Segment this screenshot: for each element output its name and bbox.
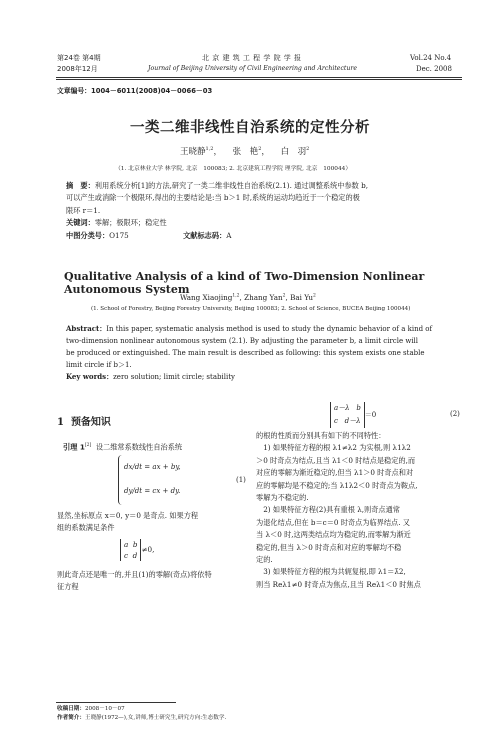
keywords-label: 关键词：: [66, 218, 95, 228]
section-heading: 1 预备知识: [57, 417, 111, 428]
text-line: 则当 Reλ1≠0 时奇点为焦点,且当 Reλ1＜0 时焦点: [256, 579, 421, 589]
left-column-text: 显然,坐标原点 x＝0, y＝0 是奇点. 如果方程 组的系数满足条件 a b c d≠0, 则此奇点还是唯一的,并且(1)的零解(奇点)将依特 征方程: [57, 510, 260, 594]
lemma-1: 引理 1[2] 设二维常系数线性自治系统: [63, 442, 183, 452]
abstract-en: Abstract：In this paper, systematic analysis method is used to study the dynamic behavior of a kind of two-dimension nonlinear autonomous system (2.1). By adjusting the parameter b, a limit circle will be produced or extinguished. The main result is described as following: this system exists one stable limit circle if b＞1. Key words：zero solution; limit circle; stability: [66, 324, 433, 381]
clc-number: O175: [109, 230, 129, 240]
journal-title-cn: 北 京 建 筑 工 程 学 院 学 报: [202, 54, 302, 62]
equation-2: a－λ b c d－λ＝0: [330, 402, 376, 430]
keywords-cn: 零解；极限环；稳定性: [94, 218, 167, 228]
text-line: 3) 如果特征方程的根为共轭复根,即 λ1＝λ̄2,: [256, 567, 406, 577]
author-bio: 王晓静(1972—),女,讲师,博士研究生,研究方向:生态数学.: [84, 715, 227, 721]
abstract-cn: 摘 要：利用系统分析[1]的方法,研究了一类二维非线性自治系统(2.1). 通过调整系统中参数 b, 可以产生或消除一个极限环,得出的主要结论是:当 b＞1 时,系统的运动均趋近于一个稳定的极 限环 r＝1. 关键词：零解；极限环；稳定性 中图分类号：O175 文献标志码：A: [66, 181, 369, 240]
text-line: 零解为不稳定的.: [256, 493, 309, 503]
text-line: 稳定的,但当 λ＞0 时奇点和对应的零解均不稳: [256, 542, 402, 552]
affiliation-en: (1. School of Forestry, Beijing Forestry University, Beijing 100083; 2. School of Science, BUCEA Beijing 100044): [91, 306, 411, 312]
author-2: 张 艳: [232, 147, 259, 157]
text-line: 2) 如果特征方程(2)具有重根 λ,则奇点通常: [256, 505, 400, 515]
footnote: 收稿日期：2008－10－07 作者简介：王晓静(1972—),女,讲师,博士研究生,研究方向:生态数学.: [57, 706, 227, 721]
header-rule: [56, 77, 462, 78]
date-en: Dec. 2008: [416, 65, 452, 73]
text-line: 1) 如果特征方程的根 λ1≠λ2 为实根,则 λ1λ2: [256, 443, 411, 453]
abstract-en-label: Abstract：: [66, 324, 107, 333]
issue-date: 2008年12月: [57, 65, 98, 73]
document-code: A: [226, 230, 232, 240]
received-date: 2008－10－07: [84, 706, 125, 712]
equation-1-number: (1): [236, 476, 246, 484]
authors-en: Wang Xiaojing$^{1,2}$, Zhang Yan$^2$, Bai Yu$^2$: [180, 293, 316, 302]
equation-1: dx/dt = ax + by, dy/dt = cx + dy.: [118, 455, 194, 505]
text-line: 当 λ＜0 时,这两类结点均为稳定的,而零解为渐近: [256, 530, 411, 540]
header-rule-2: [56, 79, 462, 80]
text-line: 的根的性质而分别具有如下的不同特性：: [256, 431, 386, 440]
footnote-rule: [56, 702, 176, 703]
equation-2-number: (2): [450, 410, 460, 418]
paper-title-cn: 一类二维非线性自治系统的定性分析: [130, 120, 370, 136]
volume-en: Vol.24 No.4: [410, 54, 452, 62]
right-column-text: [256, 430, 466, 591]
abstract-label: 摘 要：: [66, 181, 95, 190]
text-line: 应的零解均是不稳定的;当 λ1λ2＜0 时奇点为鞍点,: [256, 480, 418, 490]
author-3: 白 羽: [280, 147, 307, 157]
journal-title-en: Journal of Beijing University of Civil Engineering and Architecture: [148, 65, 358, 72]
determinant-condition: a b c d≠0,: [120, 539, 260, 565]
authors-cn: 王晓静$^{1,2}$， 张 艳$^2$， 白 羽$^2$: [180, 146, 310, 157]
text-line: 为退化结点,但在 b＝c＝0 时奇点为临界结点. 又: [256, 517, 410, 527]
volume-issue: 第24卷 第4期: [57, 54, 101, 62]
text-line: ＞0 时奇点为结点,且当 λ1＜0 时结点是稳定的,而: [256, 455, 416, 465]
paper-title-en: Qualitative Analysis of a kind of Two-Dimension Nonlinear Autonomous System: [64, 270, 425, 296]
keywords-en-label: Key words：: [66, 372, 114, 381]
keywords-en: zero solution; limit circle; stability: [113, 373, 235, 381]
text-line: 定的.: [256, 555, 273, 565]
text-line: 对应的零解为渐近稳定的,但当 λ1＞0 时奇点和对: [256, 468, 414, 478]
affiliation-cn: （1. 北京林业大学 林学院, 北京 100083; 2. 北京建筑工程学院 理学院, 北京 100044）: [115, 166, 352, 172]
author-1: 王晓静: [180, 147, 206, 157]
article-number: 文章编号：1004－6011(2008)04－0066－03: [57, 87, 213, 95]
